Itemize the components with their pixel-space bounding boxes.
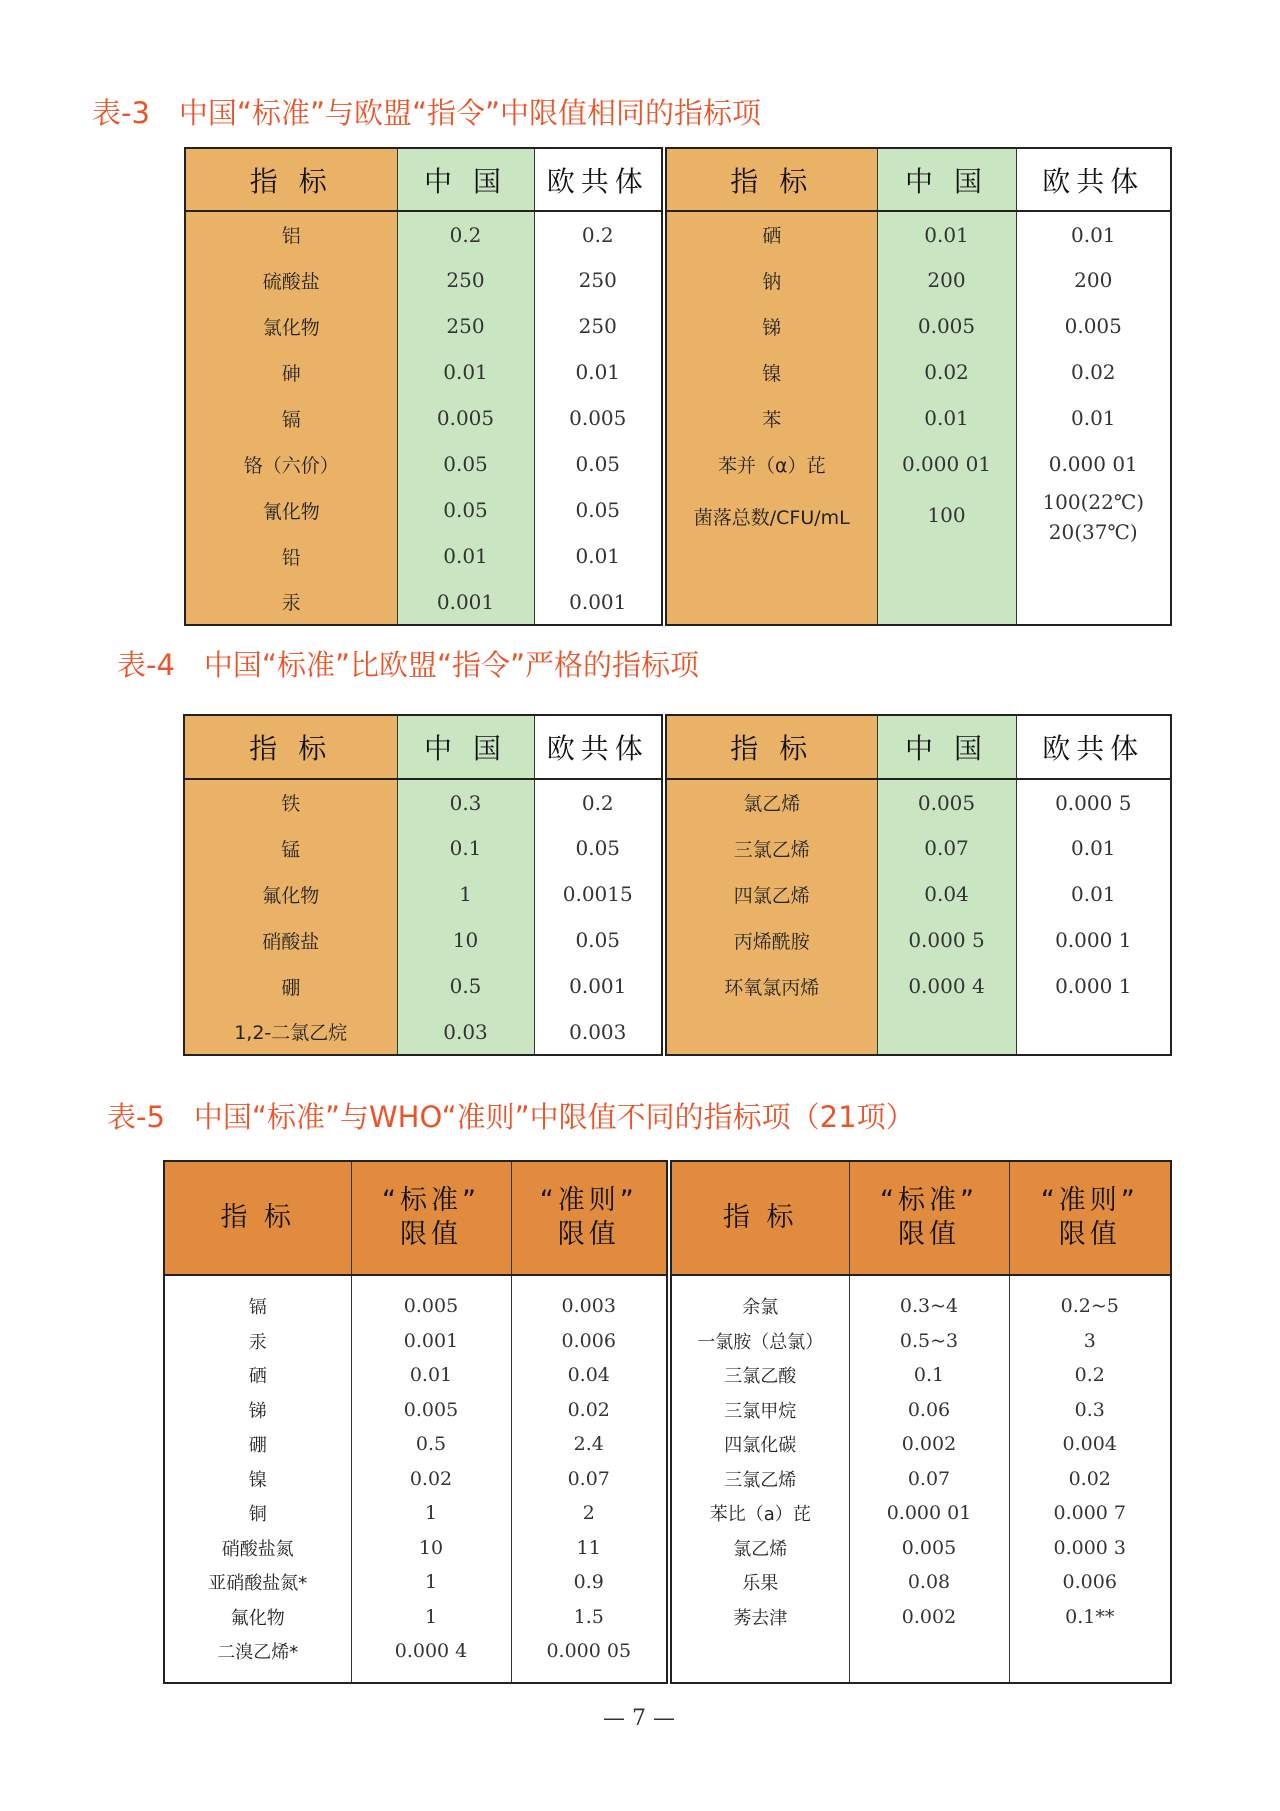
t3-cell: 0.05 bbox=[397, 487, 534, 533]
table-row bbox=[164, 1531, 1171, 1566]
t5-cell: 锑 bbox=[248, 1400, 267, 1422]
t3-cfu-22: 100(22℃) bbox=[1042, 490, 1145, 514]
t3-cell: 铅 bbox=[185, 533, 397, 579]
table-row bbox=[164, 1462, 1171, 1497]
t5-cell: 0.02 bbox=[511, 1393, 669, 1428]
t3-cell: 0.01 bbox=[1016, 395, 1171, 441]
t3-cell: 镍 bbox=[664, 349, 877, 395]
t5-cell: 0.005 bbox=[351, 1289, 511, 1324]
t5-header-line: 限值 bbox=[1058, 1219, 1121, 1250]
t5-cell: 0.005 bbox=[351, 1393, 511, 1428]
t4-cell: 0.000 1 bbox=[1016, 963, 1171, 1009]
t5-cell: 0.002 bbox=[849, 1600, 1009, 1635]
table3-title: 表-3 中国“标准”与欧盟“指令”中限值相同的指标项 bbox=[92, 96, 762, 130]
t5-cell: 硒 bbox=[248, 1366, 267, 1388]
t3-cell: 0.02 bbox=[1016, 349, 1171, 395]
t3-cell: 0.01 bbox=[534, 533, 664, 579]
t4-header-china-right: 中 国 bbox=[877, 715, 1016, 779]
t4-cell: 0.1 bbox=[397, 825, 534, 871]
t4-cell: 硼 bbox=[184, 963, 397, 1009]
t5-cell: 余氯 bbox=[669, 1289, 849, 1324]
t4-header-china-left: 中 国 bbox=[397, 715, 534, 779]
t3-cell: 250 bbox=[397, 303, 534, 349]
t3-empty-cell bbox=[1016, 579, 1171, 625]
t3-cell: 0.005 bbox=[397, 395, 534, 441]
t4-cell: 0.003 bbox=[534, 1009, 664, 1055]
t3-cell: 0.005 bbox=[877, 303, 1016, 349]
t5-header-line: “标准” bbox=[880, 1185, 978, 1216]
t5-header-guideline-left bbox=[511, 1161, 669, 1275]
t4-cell: 氟化物 bbox=[184, 871, 397, 917]
t3-cell: 0.01 bbox=[534, 349, 664, 395]
table-row bbox=[185, 487, 1171, 533]
t3-cell: 0.001 bbox=[534, 579, 664, 625]
t4-cell: 0.04 bbox=[877, 871, 1016, 917]
t5-cell: 0.001 bbox=[351, 1324, 511, 1359]
t4-cell: 0.05 bbox=[534, 825, 664, 871]
t5-empty-cell bbox=[849, 1634, 1009, 1669]
t5-cell: 11 bbox=[511, 1531, 669, 1566]
t3-cell: 0.001 bbox=[397, 579, 534, 625]
t3-cell: 硒 bbox=[664, 211, 877, 257]
t3-cell: 0.01 bbox=[877, 395, 1016, 441]
t3-cell: 0.05 bbox=[397, 441, 534, 487]
t5-cell: 硼 bbox=[248, 1435, 267, 1457]
t5-empty-cell bbox=[1009, 1634, 1171, 1669]
t4-cell: 丙烯酰胺 bbox=[664, 917, 877, 963]
t3-empty-cell bbox=[877, 579, 1016, 625]
table-row bbox=[185, 395, 1171, 441]
t5-cell: 0.02 bbox=[1009, 1462, 1171, 1497]
t3-cell: 0.01 bbox=[397, 349, 534, 395]
t5-header-standard-right bbox=[849, 1161, 1009, 1275]
table-row bbox=[184, 779, 1171, 825]
t3-cell: 菌落总数/CFU/mL bbox=[664, 487, 877, 579]
t5-header-line: “准则” bbox=[1040, 1185, 1139, 1216]
t5-header-standard-left bbox=[351, 1161, 511, 1275]
t4-cell: 0.000 5 bbox=[877, 917, 1016, 963]
t3-cell: 0.02 bbox=[877, 349, 1016, 395]
t3-cell: 100 bbox=[877, 487, 1016, 579]
t5-header-line: “标准” bbox=[382, 1185, 480, 1216]
table-row bbox=[185, 211, 1171, 257]
table4-title: 表-4 中国“标准”比欧盟“指令”严格的指标项 bbox=[117, 648, 700, 682]
t5-cell: 0.3 bbox=[1009, 1393, 1171, 1428]
t3-cell: 250 bbox=[534, 257, 664, 303]
t4-cell: 0.000 4 bbox=[877, 963, 1016, 1009]
t5-header-indicator-left: 指 标 bbox=[164, 1161, 351, 1275]
t4-cell: 铁 bbox=[184, 779, 397, 825]
t3-cell: 0.000 01 bbox=[1016, 441, 1171, 487]
t5-cell: 3 bbox=[1009, 1324, 1171, 1359]
t4-cell: 0.000 1 bbox=[1016, 917, 1171, 963]
t3-cell: 0.05 bbox=[534, 441, 664, 487]
t3-cell: 砷 bbox=[185, 349, 397, 395]
t3-cell: 0.01 bbox=[877, 211, 1016, 257]
t5-cell: 1 bbox=[351, 1565, 511, 1600]
t5-cell: 0.01 bbox=[351, 1358, 511, 1393]
t3-header-indicator-right: 指 标 bbox=[664, 148, 877, 211]
t3-header-china-left: 中 国 bbox=[397, 148, 534, 211]
table-row bbox=[184, 917, 1171, 963]
t3-cell: 0.05 bbox=[534, 487, 664, 533]
t5-cell: 0.2 bbox=[1009, 1358, 1171, 1393]
table-row bbox=[164, 1634, 1171, 1669]
t3-cell: 苯 bbox=[664, 395, 877, 441]
t5-cell: 三氯乙酸 bbox=[669, 1358, 849, 1393]
t5-cell: 三氯乙烯 bbox=[669, 1462, 849, 1497]
t5-cell: 0.5~3 bbox=[849, 1324, 1009, 1359]
t3-cell: 0.01 bbox=[1016, 211, 1171, 257]
t5-cell: 0.004 bbox=[1009, 1427, 1171, 1462]
t5-cell: 亚硝酸盐氮* bbox=[208, 1573, 308, 1595]
t5-cell: 0.5 bbox=[351, 1427, 511, 1462]
t5-cell: 三氯甲烷 bbox=[669, 1393, 849, 1428]
t5-cell: 0.06 bbox=[849, 1393, 1009, 1428]
t4-cell: 0.01 bbox=[1016, 871, 1171, 917]
table-row bbox=[164, 1600, 1171, 1635]
t5-cell: 0.07 bbox=[511, 1462, 669, 1497]
t3-cell: 0.005 bbox=[1016, 303, 1171, 349]
t5-cell: 0.005 bbox=[849, 1531, 1009, 1566]
t3-cell: 铝 bbox=[185, 211, 397, 257]
t3-empty-cell bbox=[664, 579, 877, 625]
t4-cell: 环氧氯丙烯 bbox=[664, 963, 877, 1009]
t3-header-eu-left: 欧共体 bbox=[534, 148, 664, 211]
t3-header-eu-right: 欧共体 bbox=[1016, 148, 1171, 211]
t4-cell: 硝酸盐 bbox=[184, 917, 397, 963]
t5-cell: 0.006 bbox=[1009, 1565, 1171, 1600]
t4-empty-cell bbox=[1016, 1009, 1171, 1055]
t5-cell: 2 bbox=[511, 1496, 669, 1531]
t5-cell: 莠去津 bbox=[669, 1600, 849, 1635]
t5-cell: 硝酸盐氮 bbox=[221, 1538, 294, 1560]
t5-cell: 汞 bbox=[248, 1331, 267, 1353]
t5-cell: 镉 bbox=[248, 1297, 267, 1319]
t3-header-china-right: 中 国 bbox=[877, 148, 1016, 211]
t3-cell: 锑 bbox=[664, 303, 877, 349]
table-row bbox=[184, 825, 1171, 871]
t4-cell: 0.000 5 bbox=[1016, 779, 1171, 825]
table-row bbox=[164, 1358, 1171, 1393]
t4-cell: 0.0015 bbox=[534, 871, 664, 917]
t5-cell: 1 bbox=[351, 1496, 511, 1531]
t4-cell: 锰 bbox=[184, 825, 397, 871]
t4-header-indicator-left: 指 标 bbox=[184, 715, 397, 779]
t5-cell: 氟化物 bbox=[230, 1607, 285, 1629]
t4-empty-cell bbox=[877, 1009, 1016, 1055]
table5-title: 表-5 中国“标准”与WHO“准则”中限值不同的指标项（21项） bbox=[107, 1100, 915, 1134]
t3-cell-multiline bbox=[1016, 487, 1171, 579]
t4-cell: 10 bbox=[397, 917, 534, 963]
t5-cell: 0.002 bbox=[849, 1427, 1009, 1462]
t4-cell: 1 bbox=[397, 871, 534, 917]
t5-cell: 0.3~4 bbox=[849, 1289, 1009, 1324]
t3-cell: 氰化物 bbox=[185, 487, 397, 533]
t3-cell: 钠 bbox=[664, 257, 877, 303]
t3-cell: 苯并（α）芘 bbox=[664, 441, 877, 487]
t5-header-line: “准则” bbox=[539, 1185, 638, 1216]
table-row bbox=[164, 1393, 1171, 1428]
t5-cell: 苯比（a）芘 bbox=[669, 1496, 849, 1531]
t4-cell: 四氯乙烯 bbox=[664, 871, 877, 917]
t5-empty-cell bbox=[669, 1634, 849, 1669]
t3-cell: 200 bbox=[877, 257, 1016, 303]
t3-cell: 250 bbox=[534, 303, 664, 349]
t5-header-line: 限值 bbox=[898, 1219, 960, 1250]
t3-cell: 0.2 bbox=[397, 211, 534, 257]
t3-header-indicator-left: 指 标 bbox=[185, 148, 397, 211]
t5-cell: 0.000 01 bbox=[849, 1496, 1009, 1531]
t4-header-indicator-right: 指 标 bbox=[664, 715, 877, 779]
t4-cell: 0.005 bbox=[877, 779, 1016, 825]
t5-cell: 四氯化碳 bbox=[669, 1427, 849, 1462]
table-row bbox=[184, 963, 1171, 1009]
t5-cell: 镍 bbox=[248, 1469, 267, 1491]
t5-cell: 乐果 bbox=[669, 1565, 849, 1600]
t4-cell: 0.2 bbox=[534, 779, 664, 825]
table-row bbox=[164, 1496, 1171, 1531]
table-row bbox=[185, 303, 1171, 349]
table4 bbox=[183, 714, 1172, 1056]
table-row bbox=[164, 1324, 1171, 1359]
t4-cell: 0.01 bbox=[1016, 825, 1171, 871]
t5-cell: 0.2~5 bbox=[1009, 1289, 1171, 1324]
t5-header-line: 限值 bbox=[557, 1219, 620, 1250]
t4-cell: 0.05 bbox=[534, 917, 664, 963]
table-row bbox=[185, 579, 1171, 625]
table3 bbox=[184, 147, 1172, 626]
t5-cell: 铜 bbox=[248, 1504, 267, 1526]
t5-cell: 1.5 bbox=[511, 1600, 669, 1635]
t4-cell: 0.001 bbox=[534, 963, 664, 1009]
t3-cell: 0.2 bbox=[534, 211, 664, 257]
t5-cell: 0.04 bbox=[511, 1358, 669, 1393]
table-row bbox=[164, 1427, 1171, 1462]
t5-cell: 二溴乙烯* bbox=[217, 1642, 299, 1664]
table-row bbox=[164, 1565, 1171, 1600]
t4-cell: 0.3 bbox=[397, 779, 534, 825]
t5-cell: 氯乙烯 bbox=[669, 1531, 849, 1566]
t5-cell: 0.9 bbox=[511, 1565, 669, 1600]
t5-cell: 0.08 bbox=[849, 1565, 1009, 1600]
t3-cell: 250 bbox=[397, 257, 534, 303]
t5-cell: 一氯胺（总氯） bbox=[669, 1324, 849, 1359]
t3-cell: 铬（六价） bbox=[185, 441, 397, 487]
t3-cell: 0.005 bbox=[534, 395, 664, 441]
t5-cell: 10 bbox=[351, 1531, 511, 1566]
t5-cell: 0.000 3 bbox=[1009, 1531, 1171, 1566]
t5-cell: 0.1** bbox=[1009, 1600, 1171, 1635]
t5-header-line: 限值 bbox=[400, 1219, 462, 1250]
t5-cell: 0.000 4 bbox=[351, 1634, 511, 1669]
t3-cell: 硫酸盐 bbox=[185, 257, 397, 303]
table5 bbox=[163, 1160, 1172, 1684]
t5-cell: 0.07 bbox=[849, 1462, 1009, 1497]
t5-cell: 0.000 05 bbox=[511, 1634, 669, 1669]
t5-header-indicator-right: 指 标 bbox=[669, 1161, 849, 1275]
t3-cell: 镉 bbox=[185, 395, 397, 441]
t4-cell: 0.03 bbox=[397, 1009, 534, 1055]
t5-cell: 0.003 bbox=[511, 1289, 669, 1324]
t4-cell: 三氯乙烯 bbox=[664, 825, 877, 871]
t5-cell: 1 bbox=[351, 1600, 511, 1635]
table-row bbox=[184, 871, 1171, 917]
t5-cell: 0.006 bbox=[511, 1324, 669, 1359]
table-row bbox=[185, 349, 1171, 395]
t4-cell: 0.07 bbox=[877, 825, 1016, 871]
table-row bbox=[185, 441, 1171, 487]
table-row bbox=[164, 1289, 1171, 1324]
t5-cell: 0.1 bbox=[849, 1358, 1009, 1393]
t4-cell: 氯乙烯 bbox=[664, 779, 877, 825]
t3-cell: 0.000 01 bbox=[877, 441, 1016, 487]
t4-cell: 0.5 bbox=[397, 963, 534, 1009]
t3-cfu-37: 20(37℃) bbox=[1048, 520, 1138, 544]
t5-cell: 2.4 bbox=[511, 1427, 669, 1462]
t5-cell: 0.000 7 bbox=[1009, 1496, 1171, 1531]
t4-cell: 1,2-二氯乙烷 bbox=[184, 1009, 397, 1055]
page-number: — 7 — bbox=[603, 1706, 675, 1731]
t3-cell: 0.01 bbox=[397, 533, 534, 579]
table-row bbox=[185, 257, 1171, 303]
t4-empty-cell bbox=[664, 1009, 877, 1055]
t3-cell: 汞 bbox=[185, 579, 397, 625]
t5-header-guideline-right bbox=[1009, 1161, 1171, 1275]
t5-cell: 0.02 bbox=[351, 1462, 511, 1497]
t4-header-eu-right: 欧共体 bbox=[1016, 715, 1171, 779]
t3-cell: 200 bbox=[1016, 257, 1171, 303]
t3-cell: 氯化物 bbox=[185, 303, 397, 349]
t4-header-eu-left: 欧共体 bbox=[534, 715, 664, 779]
table-row bbox=[184, 1009, 1171, 1055]
